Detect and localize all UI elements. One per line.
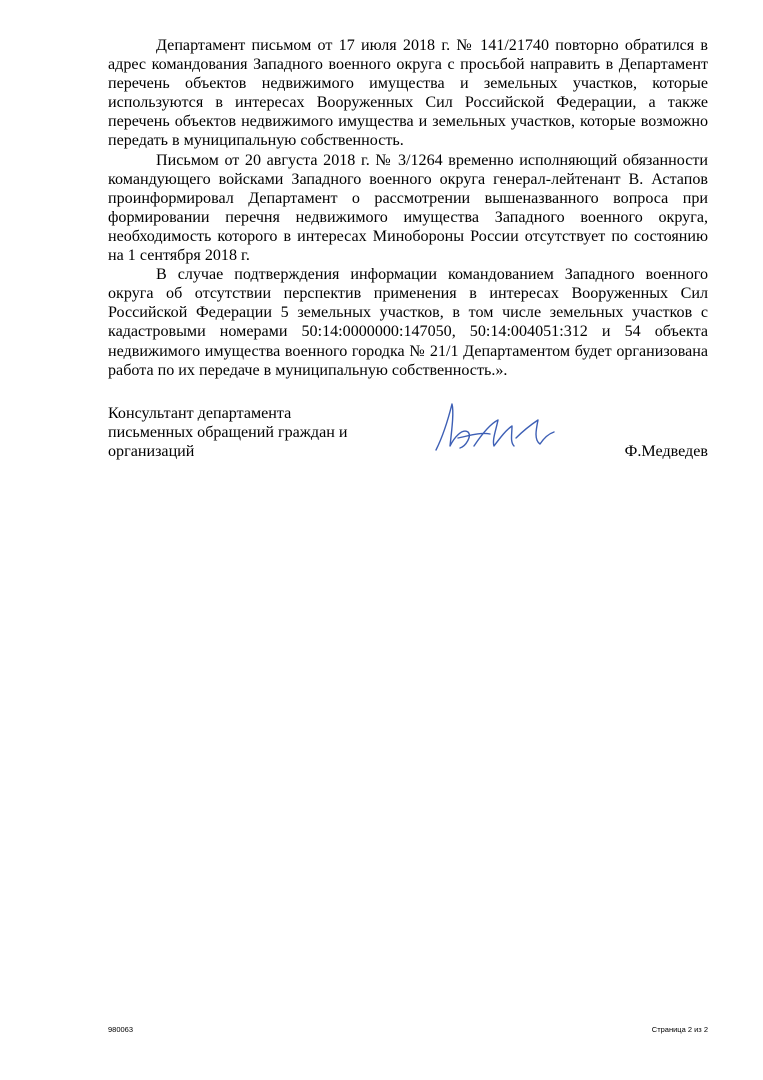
letter-body bbox=[108, 36, 708, 380]
paragraph-department-letter: Департамент письмом от 17 июля 2018 г. № 141/21740 повторно обратился в адрес командования Западного военного округа с просьбой направить в Департамент перечень объектов недвижимого имущества и земельных участков, которые используются в интересах Вооруженных Сил Российской Федерации, а также перечень объектов недвижимого имущества и земельных участков, которые возможно передать в муниципальную собственность. bbox=[108, 37, 708, 150]
handwritten-signature bbox=[428, 398, 568, 458]
paragraph-transfer-plan: В случае подтверждения информации командованием Западного военного округа об отсутствии перспектив применения в интересах Вооруженных Сил Российской Федерации 5 земельных участков, в том числе земельных участков с кадастровыми номерами 50:14:0000000:147050, 50:14:004051:312 и 54 объекта недвижимого имущества военного городка № 21/1 Департаментом будет организована работа по их передаче в муниципальную собственность.». bbox=[108, 266, 708, 379]
footer-page-number: Страница 2 из 2 bbox=[651, 1025, 708, 1034]
footer-doc-number: 980063 bbox=[108, 1025, 134, 1034]
signer-title: Консультант департамента письменных обращений граждан и организаций bbox=[108, 405, 348, 461]
signature-block bbox=[108, 404, 708, 464]
paragraph-astapov-response: Письмом от 20 августа 2018 г. № 3/1264 временно исполняющий обязанности командующего войсками Западного военного округа генерал-лейтенант В. Астапов проинформировал Департамент о рассмотрении вышеназванного вопроса при формировании перечня недвижимого имущества Западного военного округа, необходимость которого в интересах Минобороны России отсутствует по состоянию на 1 сентября 2018 г. bbox=[108, 151, 708, 265]
signer-name: Ф.Медведев bbox=[624, 443, 708, 460]
